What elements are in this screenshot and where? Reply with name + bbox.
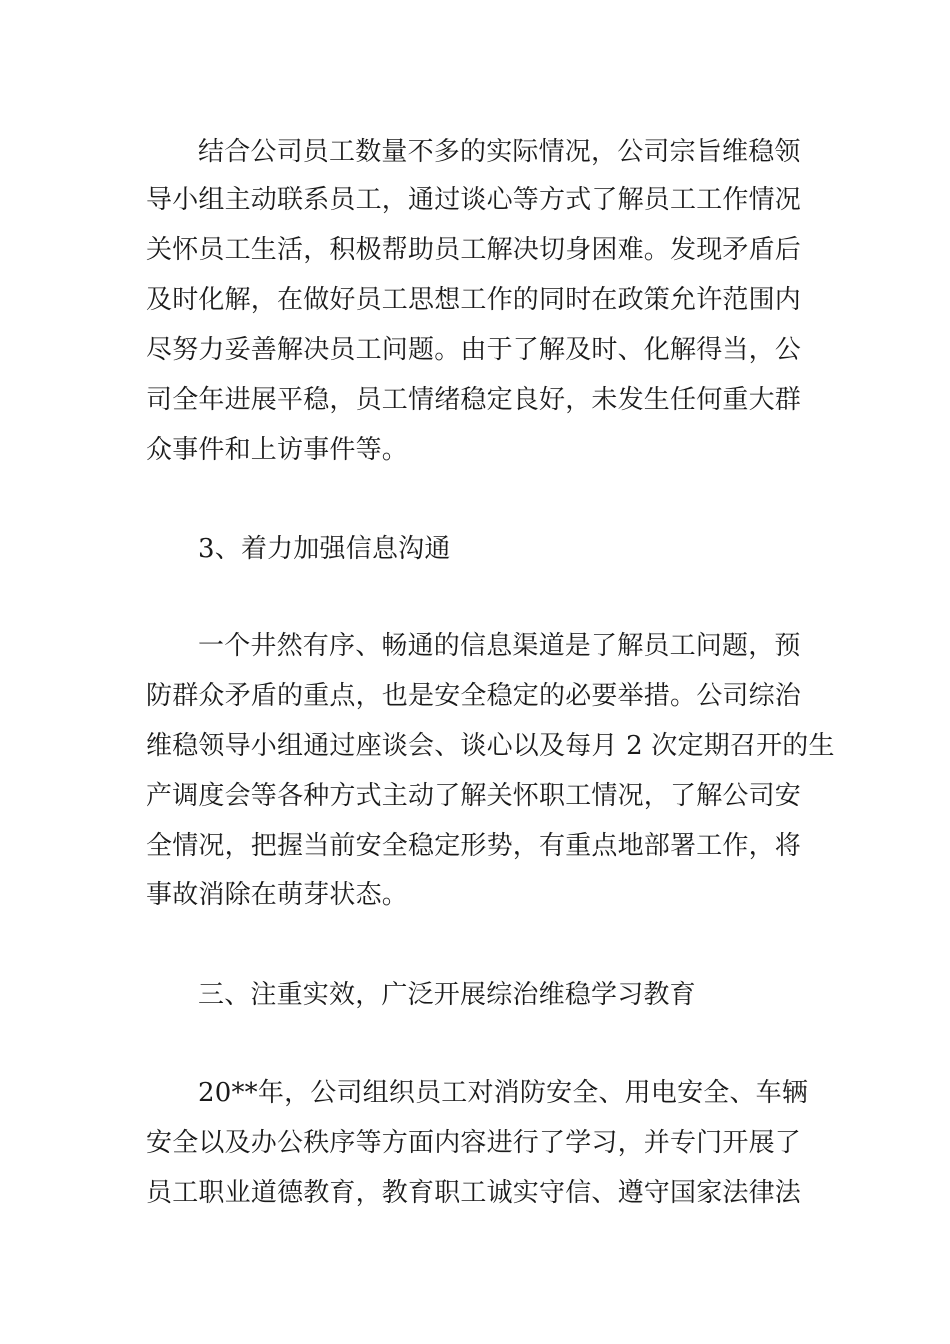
- paragraph-line: 20**年，公司组织员工对消防安全、用电安全、车辆: [198, 1078, 809, 1108]
- paragraph-line: 员工职业道德教育，教育职工诚实守信、遵守国家法律法: [146, 1178, 802, 1208]
- paragraph-line: 维稳领导小组通过座谈会、谈心以及每月 2 次定期召开的生: [146, 731, 835, 761]
- paragraph-line: 一个井然有序、畅通的信息渠道是了解员工问题，预: [198, 631, 801, 661]
- paragraph-line: 事故消除在萌芽状态。: [146, 880, 409, 910]
- paragraph-line: 产调度会等各种方式主动了解关怀职工情况，了解公司安: [146, 781, 802, 811]
- subheading: 3、着力加强信息沟通: [198, 534, 451, 564]
- paragraph-line: 众事件和上访事件等。: [146, 435, 409, 465]
- paragraph-line: 尽努力妥善解决员工问题。由于了解及时、化解得当，公: [146, 335, 802, 365]
- section-heading: 三、注重实效，广泛开展综治维稳学习教育: [198, 980, 696, 1010]
- paragraph-line: 全情况，把握当前安全稳定形势，有重点地部署工作，将: [146, 831, 802, 861]
- paragraph-line: 关怀员工生活，积极帮助员工解决切身困难。发现矛盾后: [146, 235, 802, 265]
- paragraph-line: 防群众矛盾的重点，也是安全稳定的必要举措。公司综治: [146, 681, 802, 711]
- paragraph-line: 结合公司员工数量不多的实际情况，公司宗旨维稳领: [198, 137, 801, 167]
- paragraph-line: 司全年进展平稳，员工情绪稳定良好，未发生任何重大群: [146, 385, 802, 415]
- paragraph-line: 及时化解，在做好员工思想工作的同时在政策允许范围内: [146, 285, 802, 315]
- paragraph-line: 导小组主动联系员工，通过谈心等方式了解员工工作情况: [146, 185, 802, 215]
- paragraph-line: 安全以及办公秩序等方面内容进行了学习，并专门开展了: [146, 1128, 802, 1158]
